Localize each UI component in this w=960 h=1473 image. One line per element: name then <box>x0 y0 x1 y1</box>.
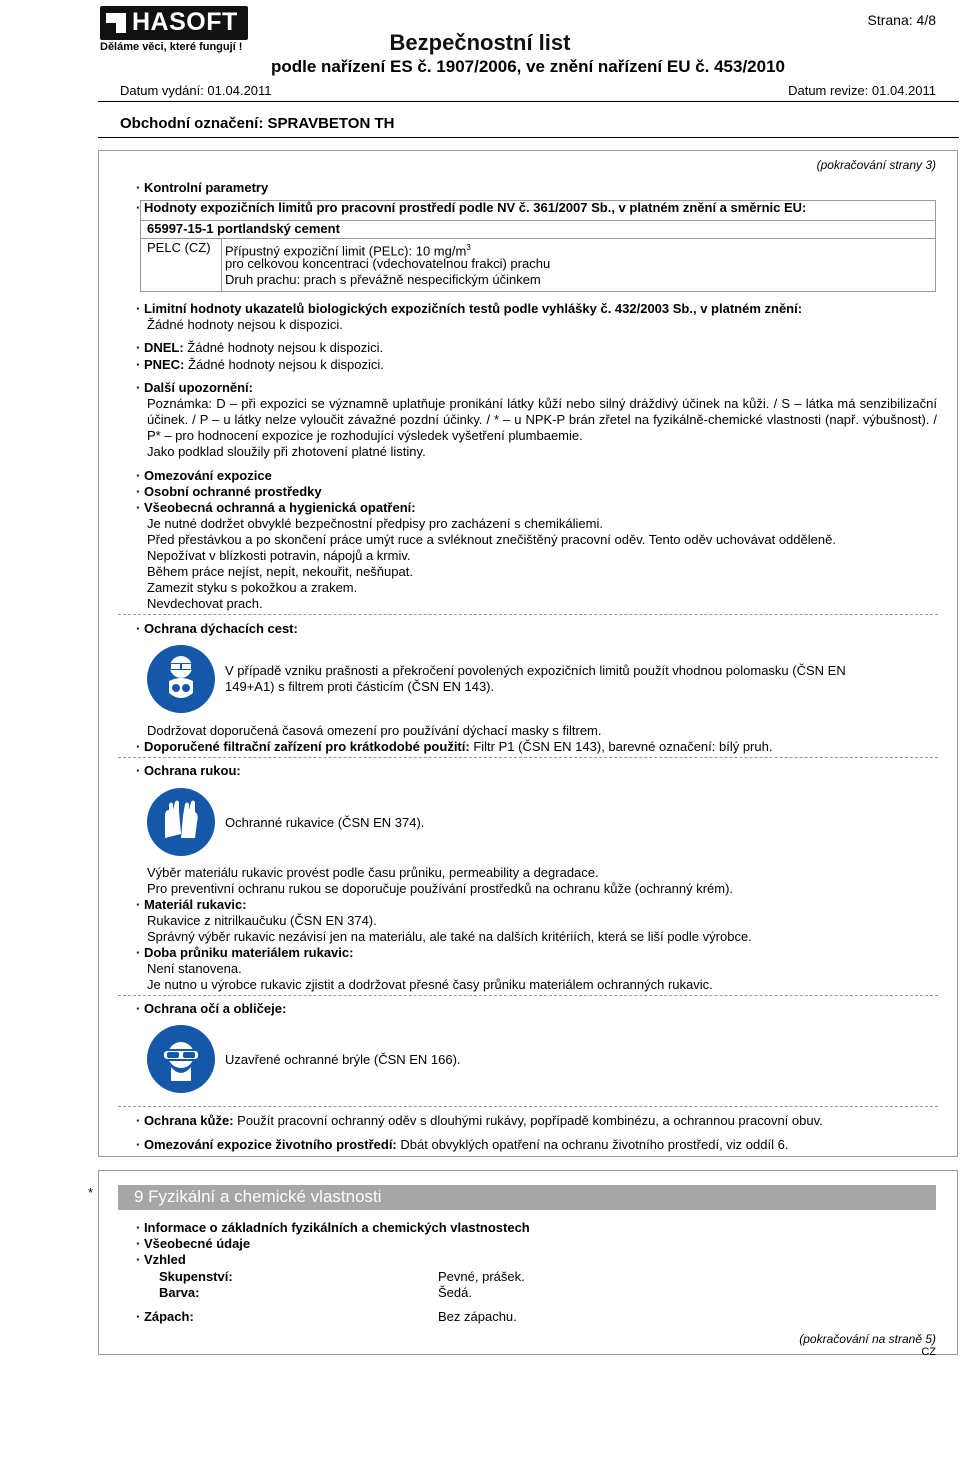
dashed-divider <box>118 757 938 758</box>
env-row: · Omezování expozice životního prostředí: Dbát obvyklých opatření na ochranu životního prostředí, viz oddíl 6. <box>136 1137 789 1152</box>
hygiene-line: Zamezit styku s pokožkou a zrakem. <box>147 580 358 595</box>
respiratory-text-2: 149+A1) s filtrem proti částicím (ČSN EN 143). <box>225 679 495 694</box>
goggles-icon <box>147 1025 215 1093</box>
color-label: Barva: <box>159 1285 200 1300</box>
respiratory-note: Dodržovat doporučená časová omezení pro používání dýchací masky s filtrem. <box>147 723 602 738</box>
bio-heading: · Limitní hodnoty ukazatelů biologických expozičních testů podle vyhlášky č. 432/2003 Sb., v platném znění: <box>136 301 803 316</box>
change-marker: * <box>88 1185 94 1200</box>
pelc-line-3: Druh prachu: prach s převážně nespecifickým účinkem <box>225 272 541 287</box>
country-code: CZ <box>921 1346 936 1358</box>
table-divider <box>140 238 936 239</box>
document-title: Bezpečnostní list <box>389 30 571 55</box>
hygiene-line: Během práce nejíst, nepít, nekouřit, nešňupat. <box>147 564 413 579</box>
hygiene-heading: · Všeobecná ochranná a hygienická opatření: <box>136 500 416 515</box>
penetration-line-2: Je nutno u výrobce rukavic zjistit a dodržovat přesné časy průniku materiálem ochranných rukavic. <box>147 977 713 992</box>
company-slogan: Děláme věci, které fungují ! <box>100 41 243 53</box>
material-line-2: Správný výběr rukavic nezávisí jen na materiálu, ale také na dalších kritériích, která se liší podle výrobce. <box>147 929 752 944</box>
color-value: Šedá. <box>438 1285 472 1300</box>
bio-value: Žádné hodnoty nejsou k dispozici. <box>147 317 343 332</box>
odor-label: · Zápach: <box>136 1309 194 1324</box>
material-heading: · Materiál rukavic: <box>136 897 247 912</box>
dashed-divider <box>118 614 938 615</box>
respiratory-text-1: V případě vzniku prašnosti a překročení povolených expozičních limitů použít vhodnou polomasku (ČSN EN <box>225 663 846 678</box>
document-subtitle: podle nařízení ES č. 1907/2006, ve znění nařízení EU č. 453/2010 <box>270 57 786 76</box>
gloves-icon <box>147 788 215 856</box>
form-label: Skupenství: <box>159 1269 233 1284</box>
appearance-heading: · Vzhled <box>136 1252 186 1267</box>
header-divider <box>98 101 959 102</box>
limits-heading: · Hodnoty expozičních limitů pro pracovní prostředí podle NV č. 361/2007 Sb., v platném znění a směrnic EU: <box>136 200 807 215</box>
control-heading: · Kontrolní parametry <box>136 180 269 195</box>
continuation-top: (pokračování strany 3) <box>816 158 936 172</box>
hands-heading: · Ochrana rukou: <box>136 763 241 778</box>
notes-text: Poznámka: D – při expozici se významně uplatňuje pronikání látky kůží nebo silný dráždivý účinek na kůži. / S – látka má senzibilizační účinek. / P – u látky nelze vyloučit závažné pozdní účinky. / * – u NPK-P brán zřetel na fyzikálně-chemické vlastnosti (např. výbušnost). / P* – pro hodnocení expozice je rozhodující výsledek vyšetření plumbaemie. <box>147 396 937 443</box>
hygiene-line: Je nutné dodržet obvyklé bezpečnostní předpisy pro zacházení s chemikáliemi. <box>147 516 603 531</box>
info-heading: · Informace o základních fyzikálních a chemických vlastnostech <box>136 1220 530 1235</box>
table-col-divider <box>221 238 222 292</box>
notes-heading: · Další upozornění: <box>136 380 253 395</box>
dnel-row: · DNEL: Žádné hodnoty nejsou k dispozici. <box>136 340 384 355</box>
trade-value: SPRAVBETON TH <box>267 115 395 132</box>
penetration-line-1: Není stanovena. <box>147 961 242 976</box>
exposure-heading: · Omezování expozice <box>136 468 272 483</box>
revision-date: Datum revize: 01.04.2011 <box>788 83 936 98</box>
pnec-row: · PNEC: Žádné hodnoty nejsou k dispozici. <box>136 357 384 372</box>
pelc-label: PELC (CZ) <box>147 240 211 255</box>
respirator-icon <box>147 645 215 713</box>
ppe-heading: · Osobní ochranné prostředky <box>136 484 322 499</box>
substance-name: 65997-15-1 portlandský cement <box>147 221 340 236</box>
section-9-title: 9 Fyzikální a chemické vlastnosti <box>134 1187 382 1206</box>
section-9-header <box>118 1185 936 1210</box>
dashed-divider <box>118 995 938 996</box>
notes-basis: Jako podklad sloužily při zhotovení platné listiny. <box>147 444 426 459</box>
material-line-1: Rukavice z nitrilkaučuku (ČSN EN 374). <box>147 913 377 928</box>
respiratory-heading: · Ochrana dýchacích cest: <box>136 621 298 636</box>
pelc-line-2: pro celkovou koncentraci (vdechovatelnou frakci) prachu <box>225 256 551 271</box>
hands-line-1: Výběr materiálu rukavic provést podle času průniku, permeability a degradace. <box>147 865 599 880</box>
hygiene-line: Před přestávkou a po skončení práce umýt ruce a svléknout znečištěný pracovní oděv. Tento oděv uchovávat odděleně. <box>147 532 836 547</box>
general-heading: · Všeobecné údaje <box>136 1236 251 1251</box>
trade-divider <box>98 137 959 138</box>
issue-date: Datum vydání: 01.04.2011 <box>120 83 272 98</box>
odor-value: Bez zápachu. <box>438 1309 517 1324</box>
trade-name <box>120 115 394 132</box>
hands-line-2: Pro preventivní ochranu rukou se doporučuje používání prostředků na ochranu kůže (ochranný krém). <box>147 881 734 896</box>
form-value: Pevné, prášek. <box>438 1269 525 1284</box>
penetration-heading: · Doba průniku materiálem rukavic: <box>136 945 354 960</box>
hands-text: Ochranné rukavice (ČSN EN 374). <box>225 815 425 830</box>
dashed-divider <box>118 1106 938 1107</box>
trade-label: Obchodní označení: <box>120 115 264 132</box>
logo-text: HASOFT <box>132 8 238 36</box>
continuation-bottom: (pokračování na straně 5) <box>799 1332 936 1346</box>
skin-row: · Ochrana kůže: Použít pracovní ochranný oděv s dlouhými rukávy, popřípadě kombinézu, a ochrannou pracovní obuv. <box>136 1113 823 1128</box>
page-number: Strana: 4/8 <box>867 12 936 28</box>
hygiene-line: Nepožívat v blízkosti potravin, nápojů a krmiv. <box>147 548 411 563</box>
eyes-heading: · Ochrana očí a obličeje: <box>136 1001 287 1016</box>
pelc-line-1: Přípustný expoziční limit (PELc): 10 $mg/m^3$ <box>225 243 471 259</box>
eyes-text: Uzavřené ochranné brýle (ČSN EN 166). <box>225 1052 461 1067</box>
filter-row: · Doporučené filtrační zařízení pro krátkodobé použití: Filtr P1 (ČSN EN 143), barevné označení: bílý pruh. <box>136 739 773 754</box>
hygiene-line: Nevdechovat prach. <box>147 596 263 611</box>
